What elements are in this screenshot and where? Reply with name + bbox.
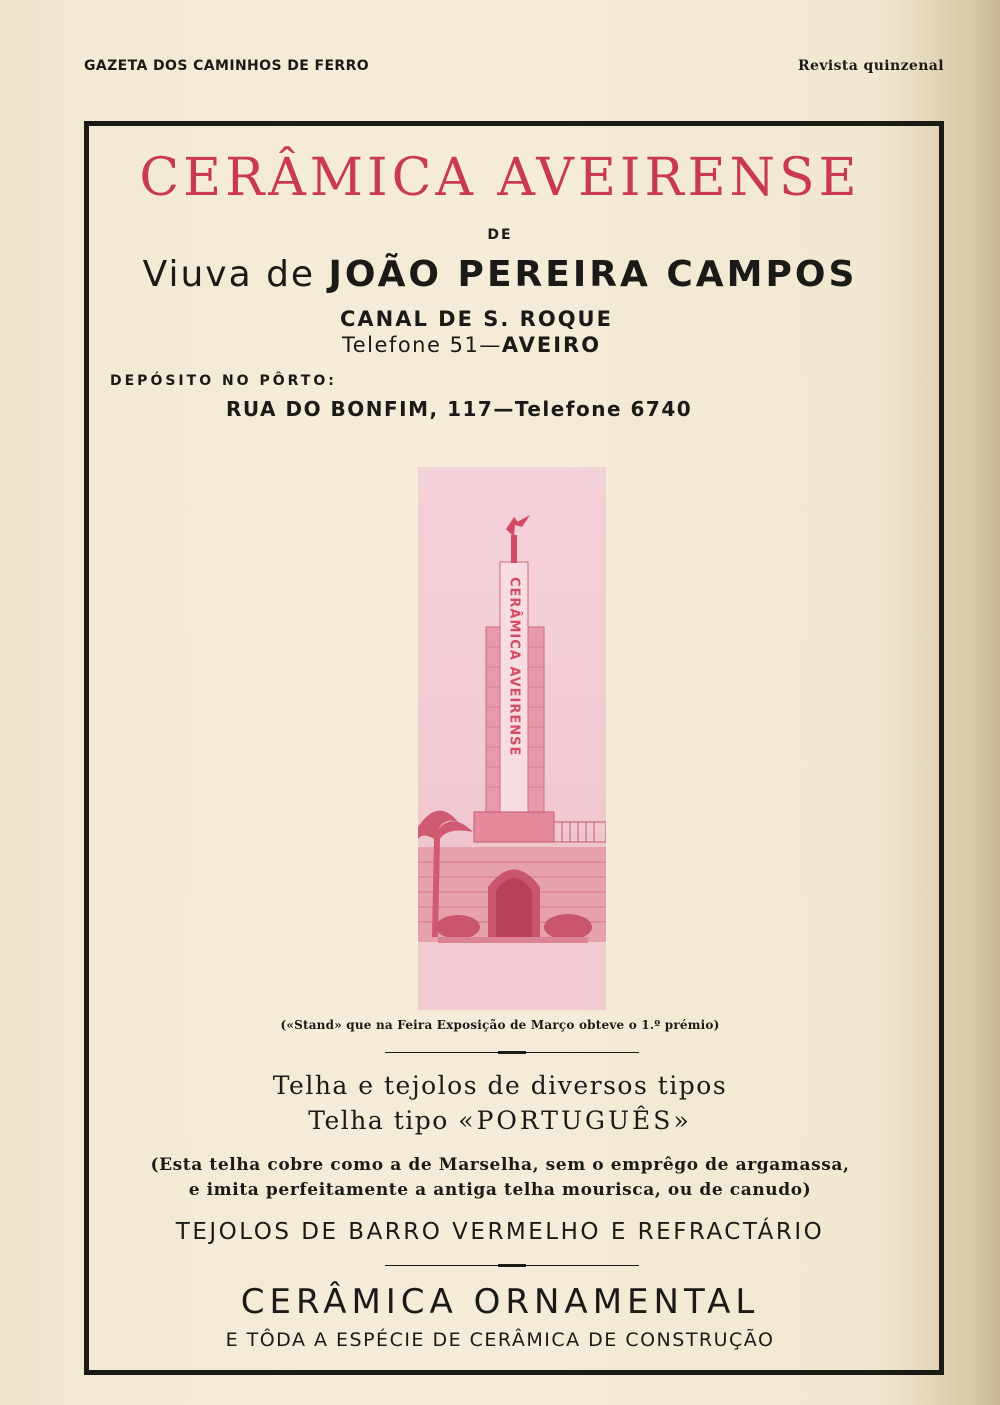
city-name: AVEIRO (501, 333, 602, 357)
divider-top (385, 1052, 639, 1053)
journal-title: GAZETA DOS CAMINHOS DE FERRO (84, 58, 370, 74)
product-line-2-name: «PORTUGUÊS» (458, 1106, 692, 1135)
deposit-label: DEPÓSITO NO PÔRTO: (110, 373, 337, 389)
photo-caption: («Stand» que na Feira Exposição de Março obteve o 1.º prémio) (280, 1018, 720, 1032)
phone-prefix: Telefone 51— (342, 333, 502, 357)
stand-illustration (418, 467, 606, 1010)
product-line-1: Telha e tejolos de diversos tipos (272, 1071, 728, 1100)
phone-line (342, 333, 601, 357)
ornamental-subtitle: E TÔDA A ESPÉCIE DE CERÂMICA DE CONSTRUÇÃO (225, 1329, 775, 1351)
address-line: CANAL DE S. ROQUE (340, 307, 613, 331)
de-label: DE (487, 227, 513, 243)
note-line-2: e imita perfeitamente a antiga telha mourisca, ou de canudo) (188, 1180, 812, 1200)
journal-subtitle: Revista quinzenal (798, 58, 944, 74)
owner-line (0, 254, 1000, 295)
stand-photo (418, 467, 606, 1010)
deposit-address: RUA DO BONFIM, 117—Telefone 6740 (226, 397, 693, 421)
product-line-2-prefix: Telha tipo (308, 1106, 449, 1135)
divider-bottom (385, 1265, 639, 1266)
owner-name: JOÃO PEREIRA CAMPOS (328, 254, 858, 295)
tower-lettering: CERÂMICA AVEIRENSE (506, 577, 522, 757)
company-title: CERÂMICA AVEIRENSE (139, 148, 861, 208)
product-line-2 (0, 1106, 1000, 1135)
note-line-1: (Esta telha cobre como a de Marselha, sem o emprêgo de argamassa, (150, 1155, 850, 1175)
bricks-line: TEJOLOS DE BARRO VERMELHO E REFRACTÁRIO (175, 1219, 825, 1245)
ornamental-title: CERÂMICA ORNAMENTAL (240, 1282, 760, 1322)
owner-prefix: Viuva de (142, 254, 316, 295)
